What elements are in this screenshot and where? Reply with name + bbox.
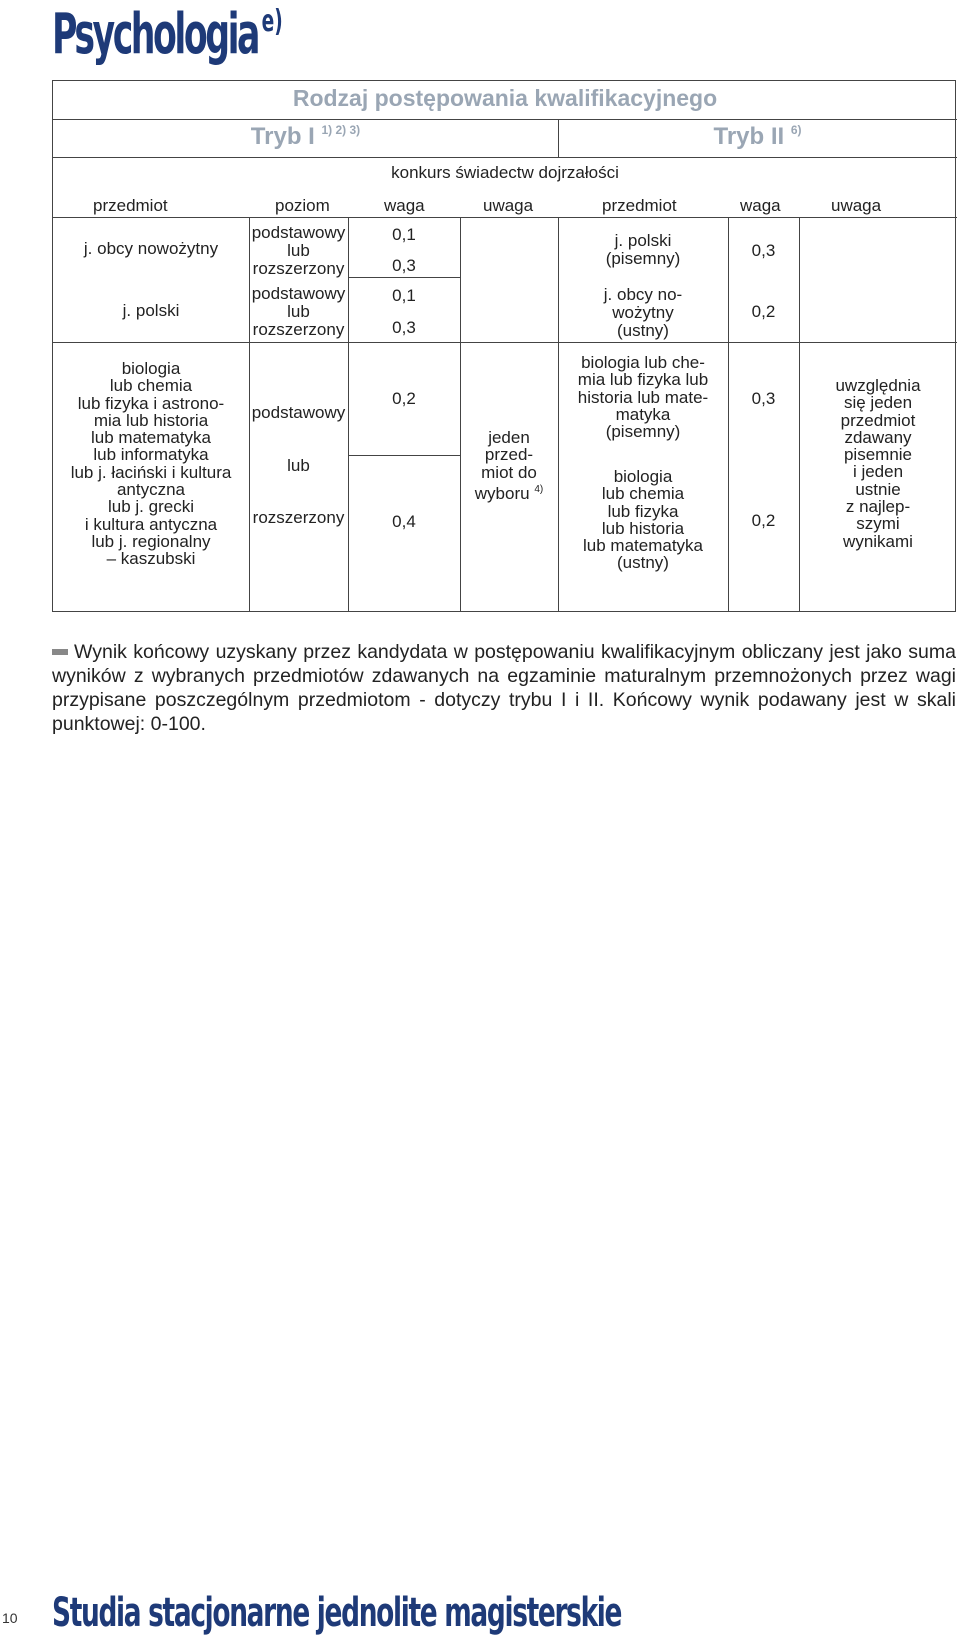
cell-line: lub matematyka	[583, 536, 703, 556]
cell-line: lub informatyka	[93, 445, 209, 465]
col-header-uwaga: uwaga	[483, 196, 534, 215]
cell-line: – kaszubski	[106, 549, 196, 569]
grid-line	[53, 342, 957, 343]
cell-line: historia lub mate-	[577, 387, 709, 407]
cell-line: antyczna	[116, 480, 186, 500]
cell-waga-2: 0,3	[751, 389, 776, 408]
cell-line: biologia lub che-	[581, 353, 705, 372]
cell-waga-2: 0,3	[751, 241, 776, 260]
cell-line: rozszerzony	[252, 320, 345, 339]
cell-waga: 0,1	[392, 225, 416, 244]
page-number: 10	[2, 1610, 18, 1626]
cell-line: i jeden	[852, 462, 904, 482]
cell-line: przedmiot	[840, 410, 916, 430]
cell-line: j. polski	[614, 231, 672, 250]
cell-line: szymi	[856, 514, 900, 534]
tryb-2-header: Tryb II $^{6)}$	[713, 123, 802, 150]
cell-line: i kultura antyczna	[84, 514, 218, 534]
col-header-przedmiot: przedmiot	[93, 196, 168, 215]
admission-table	[52, 80, 956, 612]
col-header-przedmiot-2: przedmiot	[602, 196, 677, 215]
col-header-uwaga-2: uwaga	[831, 196, 882, 215]
cell-line: (ustny)	[617, 553, 669, 573]
cell-line: lub j. grecki	[108, 497, 194, 517]
grid-line	[728, 217, 729, 611]
cell-line: matyka	[615, 404, 671, 424]
cell-line: biologia	[613, 467, 673, 486]
tryb-1-header: Tryb I $^{1) 2) 3)}$	[250, 123, 361, 150]
cell-poziom	[249, 224, 348, 278]
cell-line: mia lub fizyka lub	[577, 370, 709, 390]
cell-line: rozszerzony	[252, 259, 345, 278]
grid-line	[348, 455, 460, 456]
cell-waga-2: 0,2	[751, 302, 776, 321]
cell-przedmiot-2	[558, 354, 728, 440]
cell-waga: 0,4	[392, 512, 416, 531]
grid-line	[53, 217, 957, 218]
grid-line	[53, 119, 957, 120]
cell-line: lub historia	[601, 518, 685, 538]
cell-poziom	[249, 285, 348, 339]
cell-line: (ustny)	[617, 321, 669, 340]
cell-line: lub fizyka i astrono-	[77, 393, 225, 413]
cell-poziom: lub	[287, 456, 310, 475]
cell-waga: 0,1	[392, 286, 416, 305]
cell-line: się jeden	[843, 393, 913, 413]
cell-line: (pisemny)	[605, 422, 681, 442]
cell-waga: 0,2	[392, 389, 416, 408]
cell-line: (pisemny)	[605, 249, 681, 268]
cell-line: podstawowy	[251, 284, 346, 303]
page-title: Psychologia $^{e)}$	[52, 2, 283, 67]
cell-line: jeden	[488, 428, 530, 447]
grid-line	[348, 217, 349, 611]
cell-line: lub	[287, 241, 310, 260]
result-note	[52, 640, 956, 736]
cell-poziom: podstawowy	[251, 403, 346, 422]
cell-poziom: rozszerzony	[252, 508, 345, 527]
cell-line: z najlep-	[845, 497, 911, 517]
cell-uwaga	[460, 429, 558, 502]
cell-line: miot do	[481, 462, 537, 482]
cell-przedmiot: j. obcy nowożytny	[83, 239, 219, 258]
cell-waga: 0,3	[392, 256, 416, 275]
cell-line: lub chemia	[109, 376, 193, 396]
cell-line: lub	[287, 302, 310, 321]
cell-przedmiot-2	[558, 286, 728, 340]
cell-line: zdawany	[844, 427, 912, 447]
cell-przedmiot-2	[558, 232, 728, 268]
cell-line: mia lub historia	[93, 410, 209, 430]
cell-line: lub j. regionalny	[91, 531, 211, 551]
cell-line: j. obcy no-	[603, 285, 683, 304]
table-main-header: Rodzaj postępowania kwalifikacyjnego	[292, 85, 718, 111]
cell-line: ustnie	[855, 479, 901, 499]
cell-przedmiot: j. polski	[122, 301, 180, 320]
cell-line: wożytny	[612, 303, 674, 322]
grid-line	[53, 157, 957, 158]
cell-line: wynikami	[843, 531, 913, 551]
cell-line: biologia	[121, 359, 181, 378]
col-header-poziom: poziom	[275, 196, 330, 215]
footer-title: Studia stacjonarne jednolite magisterskie	[52, 1590, 622, 1636]
cell-line: przed-	[484, 445, 534, 465]
grid-line	[348, 277, 460, 278]
cell-uwaga-2	[799, 377, 957, 550]
cell-line: lub fizyka	[607, 501, 679, 521]
col-header-waga-2: waga	[740, 196, 781, 215]
grid-line	[460, 217, 461, 611]
cell-line: lub matematyka	[91, 428, 211, 448]
col-header-waga: waga	[384, 196, 425, 215]
cell-waga-2: 0,2	[751, 511, 776, 530]
cell-line: lub j. łaciński i kultura	[70, 462, 232, 482]
bullet-icon	[52, 649, 68, 655]
cell-przedmiot	[53, 360, 249, 568]
cell-line: podstawowy	[251, 223, 346, 242]
cell-line: pisemnie	[843, 445, 913, 465]
konkurs-header: konkurs świadectw dojrzałości	[391, 163, 619, 182]
cell-waga: 0,3	[392, 318, 416, 337]
note-text: Wynik końcowy uzyskany przez kandydata w postępowaniu kwalifikacyjnym obliczany jest jako suma wyników z wybranych przedmiotów zdawanych na egzaminie maturalnym przemnożonych przez wagi przypisane poszczególnym przedmiotom - dotyczy trybu I i II. Końcowy wynik podawany jest w skali punktowej: 0-100.	[52, 641, 956, 735]
cell-line: wyboru $^{4)}$	[474, 483, 544, 503]
cell-line: uwzględnia	[835, 376, 921, 395]
cell-line: lub chemia	[601, 484, 685, 504]
cell-przedmiot-2	[558, 468, 728, 572]
